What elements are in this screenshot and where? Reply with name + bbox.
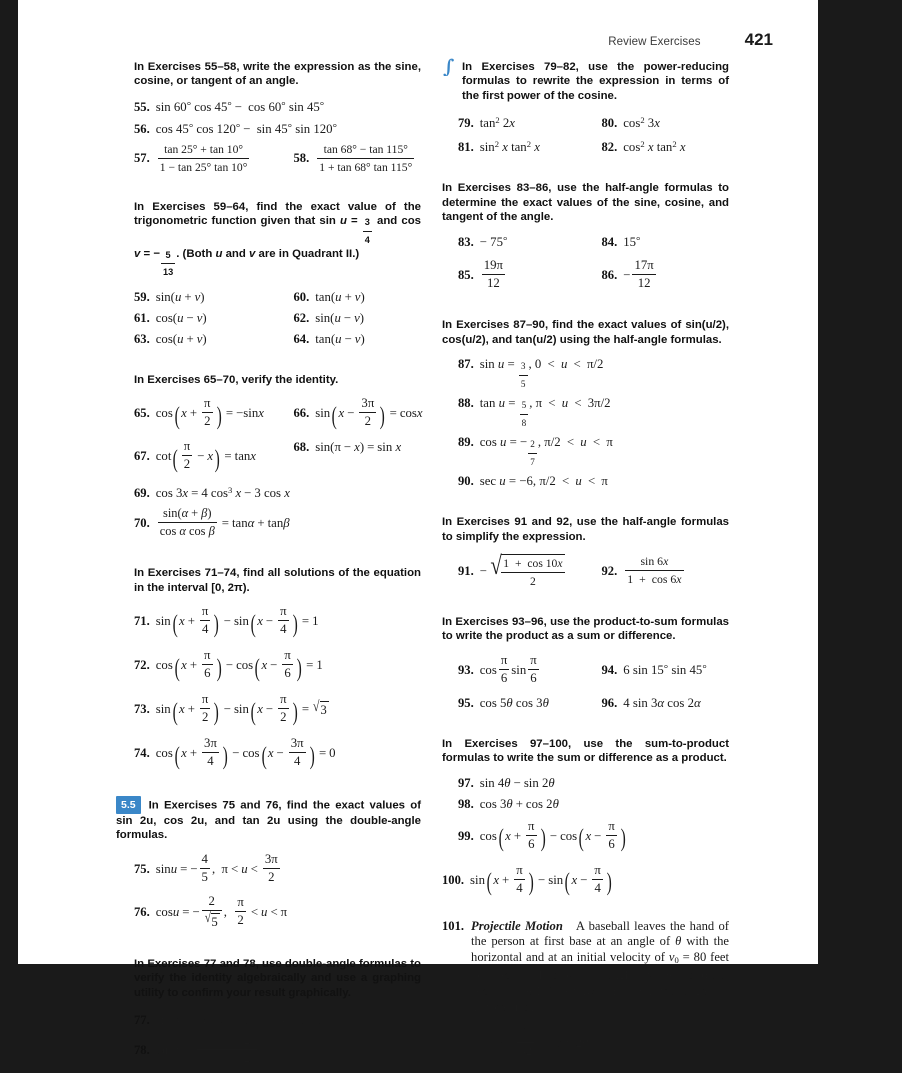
fraction-denominator: 1 + cos 6x: [627, 572, 682, 587]
exercise-number: 96.: [601, 695, 618, 710]
exercise-61-62: [134, 311, 421, 326]
directions-75-76: [116, 796, 421, 843]
exercise-expression: sin u = − $\frac{4}{5}$ , π < u < $\frac{3\pi}{2}$: [155, 851, 278, 884]
exercise-number: 68.: [293, 440, 310, 455]
exercise-number: 69.: [134, 486, 150, 501]
exercise-expression: sin 4θ − sin 2θ: [479, 775, 555, 790]
exercise-number: 99.: [458, 828, 474, 843]
radical-sign: √ $\frac{1 + \cos 10x}{2}$: [490, 551, 563, 589]
running-head-title: Review Exercises: [608, 36, 701, 48]
exercise-number: 82.: [601, 140, 618, 155]
exercise-number: 62.: [293, 310, 310, 325]
exercise-expression: cos 3x = 4 $\cos^3 x - 3$ cos x: [155, 485, 290, 501]
exercise-88: [442, 396, 729, 431]
exercise-number: 77.: [134, 1013, 150, 1027]
exercise-expression: sin(u + v): [155, 289, 205, 304]
fraction-numerator: tan 68° − tan 115°: [317, 142, 414, 159]
exercise-expression: cos 5θ cos 3θ: [479, 695, 549, 710]
exercise-number: 78.: [134, 1043, 150, 1057]
exercise-55: [134, 99, 421, 115]
exercise-number: 71.: [134, 614, 150, 629]
exercise-expression: tan(u − v): [315, 331, 365, 346]
exercise-expression: tan 2 x = $\frac{1 - \cos 2x}{1 + \cos 2x}$: [155, 1033, 256, 1065]
exercise-number: 91.: [458, 564, 474, 579]
directions-71-74: In Exercises 71–74, find all solutions of the equation in the interval [0, 2π).: [134, 567, 421, 594]
exercise-69: [134, 483, 421, 501]
exercise-83-84: [442, 234, 729, 250]
exercise-expression: sec u = −6, π/2 < u < π: [479, 474, 608, 489]
exercise-74: [134, 737, 421, 770]
exercise-95-96: [442, 696, 729, 711]
exercise-number: 97.: [458, 775, 474, 790]
left-column: [116, 60, 423, 1073]
fraction-denominator: 1 − tan 25° tan 10°: [159, 160, 248, 174]
exercise-number: 76.: [134, 905, 150, 920]
exercise-91-92: [442, 551, 729, 589]
exercise-expression: tan u = $\frac{5}{8}$ , π < u < 3π/2: [479, 396, 611, 429]
exercise-100: [442, 864, 729, 897]
fraction-numerator: sin 6x: [625, 554, 683, 571]
exercise-expression: tan(u + v): [315, 289, 365, 304]
exercise-number: 86.: [601, 268, 618, 283]
directions-65-70: In Exercises 65–70, verify the identity.: [134, 373, 339, 386]
exercise-72: [134, 649, 421, 682]
exercise-expression: sin u = $\frac{3}{5}$ , 0 < u < π/2: [479, 357, 604, 390]
exercise-101-text: A baseball leaves the hand of the person at first base at an angle of θ with the horizontal and at an initial velocity of $v_0 = 80$ feet per second. The ball is caught by the person at second base 100 feet away. Find θ if the range r of a projectile is: [471, 918, 730, 1014]
exercise-number: 61.: [134, 310, 150, 325]
exercise-101-title: Projectile Motion: [471, 918, 563, 933]
exercise-71: [134, 605, 421, 638]
exercise-expression: sin ( x + $\frac{\pi}{4}$ ) − sin ( x − $\frac{\pi}{4}$ ) = 1: [155, 604, 319, 638]
exercise-56: [134, 121, 421, 137]
fraction-denominator: 1 + tan 68° tan 115°: [319, 160, 413, 174]
exercise-101-formula: r = $\frac{1}{32}$ $v_0^2$ sin 2θ.: [497, 1025, 592, 1058]
exercise-101: [442, 919, 729, 1061]
directions-91-92: In Exercises 91 and 92, use the half-angle formulas to simplify the expression.: [442, 516, 729, 543]
exercise-number: 60.: [293, 289, 310, 304]
exercise-expression: cos 3θ + cos 2θ: [479, 796, 559, 811]
exercise-85-86: [442, 259, 729, 292]
exercise-73: [134, 693, 421, 726]
exercise-expression: sin(u − v): [315, 310, 365, 325]
exercise-78: [134, 1034, 421, 1067]
exercise-expression: cos ( x + $\frac{\pi}{6}$ ) − cos ( x − $\frac{\pi}{6}$ ) = 1: [155, 648, 323, 682]
directions-text: In Exercises 75 and 76, find the exact values of sin 2u, cos 2u, and tan 2u using the double-angle formulas.: [116, 799, 421, 842]
exercise-89: [442, 435, 729, 470]
exercise-expression: cos $\frac{\pi}{6}$ sin $\frac{\pi}{6}$: [479, 652, 537, 685]
exercise-number: 66.: [293, 406, 310, 421]
exercise-number: 92.: [601, 564, 618, 579]
exercise-number: 87.: [458, 357, 474, 372]
exercise-57-58: [134, 143, 421, 176]
directions-77-78: In Exercises 77 and 78, use double-angle formulas to verify the identity algebraically and use a graphing utility to confirm your result graphically.: [134, 957, 421, 999]
exercise-59-60: [134, 290, 421, 305]
directions-83-86: In Exercises 83–86, use the half-angle formulas to determine the exact values of the sine, cosine, and tangent of the angle.: [442, 182, 729, 224]
exercise-75: [134, 853, 421, 886]
exercise-number: 93.: [458, 662, 474, 677]
fraction-numerator: sin(α + β): [158, 506, 217, 523]
exercise-number: 94.: [601, 662, 618, 677]
exercise-expression: $\sin^2 x$ $\tan^2 x$: [479, 139, 540, 155]
directions-59-64: In Exercises 59–64, find the exact value of the trigonometric function given that sin u = $\frac{3}{4}$ and cos v = − $\frac{5}{13}$ . (Both u and v are in Quadrant II.): [134, 200, 421, 278]
exercise-expression: cos(u − v): [155, 310, 207, 325]
exercise-number: 55.: [134, 99, 150, 114]
two-column-body: [18, 57, 818, 1065]
exercise-expression: 15°: [623, 235, 641, 250]
exercise-67-68: [134, 440, 421, 473]
exercise-expression: cot ( $\frac{\pi}{2}$ − x ) = tan x: [155, 439, 256, 473]
exercise-101-body: [471, 919, 729, 1061]
exercise-number: 65.: [134, 406, 150, 421]
exercise-76: [134, 895, 421, 931]
page-number: 421: [744, 30, 773, 49]
exercise-expression: − $\frac{17\pi}{12}$: [623, 258, 654, 291]
exercise-number: 101.: [442, 918, 465, 933]
exercise-expression: sin ( x + $\frac{\pi}{4}$ ) − sin ( x − $\frac{\pi}{4}$ ): [470, 862, 612, 897]
exercise-87: [442, 357, 729, 392]
exercise-number: 89.: [458, 435, 474, 450]
exercise-number: 59.: [134, 289, 150, 304]
exercise-expression: sin(π − x) = sin x: [315, 440, 402, 455]
exercise-number: 88.: [458, 396, 474, 411]
running-head: [18, 30, 818, 50]
exercise-70: [134, 507, 421, 540]
fraction-numerator: 1 − cos 2x: [197, 1033, 258, 1050]
fraction-denominator: 2: [529, 575, 536, 589]
exercise-expression: cos u = − 2 √ 5 , $\frac{\pi}{2}$ < u < π: [155, 893, 288, 929]
integral-icon: [440, 57, 456, 76]
exercise-expression: sin ( x + $\frac{\pi}{2}$ ) − sin ( x − $\frac{\pi}{2}$ ) = √ 3: [155, 692, 327, 726]
directions-79-82: [442, 57, 729, 103]
exercise-number: 56.: [134, 121, 150, 136]
exercise-number: 64.: [293, 331, 310, 346]
exercise-97: [442, 776, 729, 791]
exercise-79-80: [442, 113, 729, 131]
exercise-number: 100.: [442, 872, 465, 887]
exercise-expression: cos ( x + $\frac{3\pi}{4}$ ) − cos ( x − $\frac{3\pi}{4}$ ) = 0: [155, 736, 336, 770]
exercise-77: [134, 1010, 421, 1028]
directions-93-96: In Exercises 93–96, use the product-to-sum formulas to write the product as a sum or difference.: [442, 616, 729, 643]
exercise-number: 95.: [458, 695, 474, 710]
exercise-number: 72.: [134, 658, 150, 673]
right-column: [442, 57, 730, 1060]
exercise-number: 81.: [458, 140, 474, 155]
textbook-page: [18, 0, 818, 1065]
exercise-65-66: [134, 397, 421, 430]
exercise-expression: sin 4x = 8 $\cos^3 x$ sin x − 4 cos x sin x: [155, 1012, 342, 1027]
exercise-expression: [623, 555, 685, 588]
exercise-expression: [315, 143, 416, 176]
exercise-number: 63.: [134, 331, 150, 346]
exercise-number: 98.: [458, 796, 474, 811]
fraction-numerator: 1 + cos 10x: [501, 556, 564, 573]
exercise-expression: − √ $\frac{1 + \cos 10x}{2}$: [479, 551, 563, 589]
exercise-expression: $\frac{19\pi}{12}$: [483, 258, 504, 291]
exercise-expression: $\cos^2 3x$: [623, 115, 660, 131]
fraction-numerator: tan 25° + tan 10°: [158, 142, 250, 159]
exercise-number: 73.: [134, 702, 150, 717]
exercise-number: 79.: [458, 116, 474, 131]
exercise-expression: cos ( x + $\frac{\pi}{6}$ ) − cos ( x − $\frac{\pi}{6}$ ): [479, 818, 626, 853]
exercise-99: [442, 820, 729, 853]
exercise-expression: − 75°: [479, 235, 508, 250]
exercise-number: 83.: [458, 235, 474, 250]
exercise-number: 85.: [458, 268, 474, 283]
exercise-expression: 4 sin 3α cos 2α: [623, 695, 701, 710]
exercise-81-82: [442, 137, 729, 155]
section-badge: 5.5: [116, 796, 141, 814]
exercise-number: 67.: [134, 449, 150, 464]
directions-text: In Exercises 79–82, use the power-reducing formulas to rewrite the expression in terms of the first power of the cosine.: [462, 61, 729, 102]
exercise-expression: cos(u + v): [155, 331, 207, 346]
exercise-expression: 6 sin 15° sin 45°: [623, 663, 707, 678]
exercise-expression: $\tan^2 2x$: [479, 115, 515, 131]
exercise-number: 57.: [134, 151, 150, 166]
exercise-expression: cos ( x + $\frac{\pi}{2}$ ) = −sin x: [155, 396, 264, 430]
exercise-90: [442, 474, 729, 489]
exercise-number: 74.: [134, 746, 150, 761]
exercise-93-94: [442, 654, 729, 687]
directions-55-58: In Exercises 55–58, write the expression as the sine, cosine, or tangent of an angle.: [134, 61, 421, 88]
fraction-denominator: 1 + cos 2x: [198, 1051, 256, 1065]
exercise-number: 75.: [134, 861, 150, 876]
exercise-expression: sin ( x − $\frac{3\pi}{2}$ ) = cos x: [315, 396, 423, 430]
exercise-expression: cos 45° cos 120° − sin 45° sin 120°: [155, 121, 337, 136]
directions-87-90: In Exercises 87–90, find the exact values of sin(u/2), cos(u/2), and tan(u/2) using the half-angle formulas.: [442, 319, 729, 346]
exercise-expression: [156, 143, 252, 176]
exercise-expression: $\frac{\sin(\alpha + \beta)}{\text{cos α cos β}}$ = tan α + tan β: [159, 506, 290, 539]
exercise-63-64: [134, 332, 421, 347]
fraction-denominator: cos α cos β: [159, 524, 215, 539]
exercise-number: 90.: [458, 474, 474, 489]
exercise-number: 84.: [601, 235, 618, 250]
exercise-number: 80.: [601, 116, 618, 131]
exercise-number: 70.: [134, 516, 150, 531]
exercise-expression: sin 60° cos 45° − cos 60° sin 45°: [155, 99, 325, 114]
directions-97-100: In Exercises 97–100, use the sum-to-product formulas to write the sum or difference as a product.: [442, 737, 729, 765]
exercise-number: 58.: [293, 151, 310, 166]
exercise-expression: $\cos^2 x$ $\tan^2 x$: [623, 139, 686, 155]
svg-text:∫: ∫: [443, 57, 455, 76]
exercise-expression: cos u = − $\frac{2}{7}$ , π/2 < u < π: [479, 435, 613, 468]
exercise-98: [442, 797, 729, 812]
